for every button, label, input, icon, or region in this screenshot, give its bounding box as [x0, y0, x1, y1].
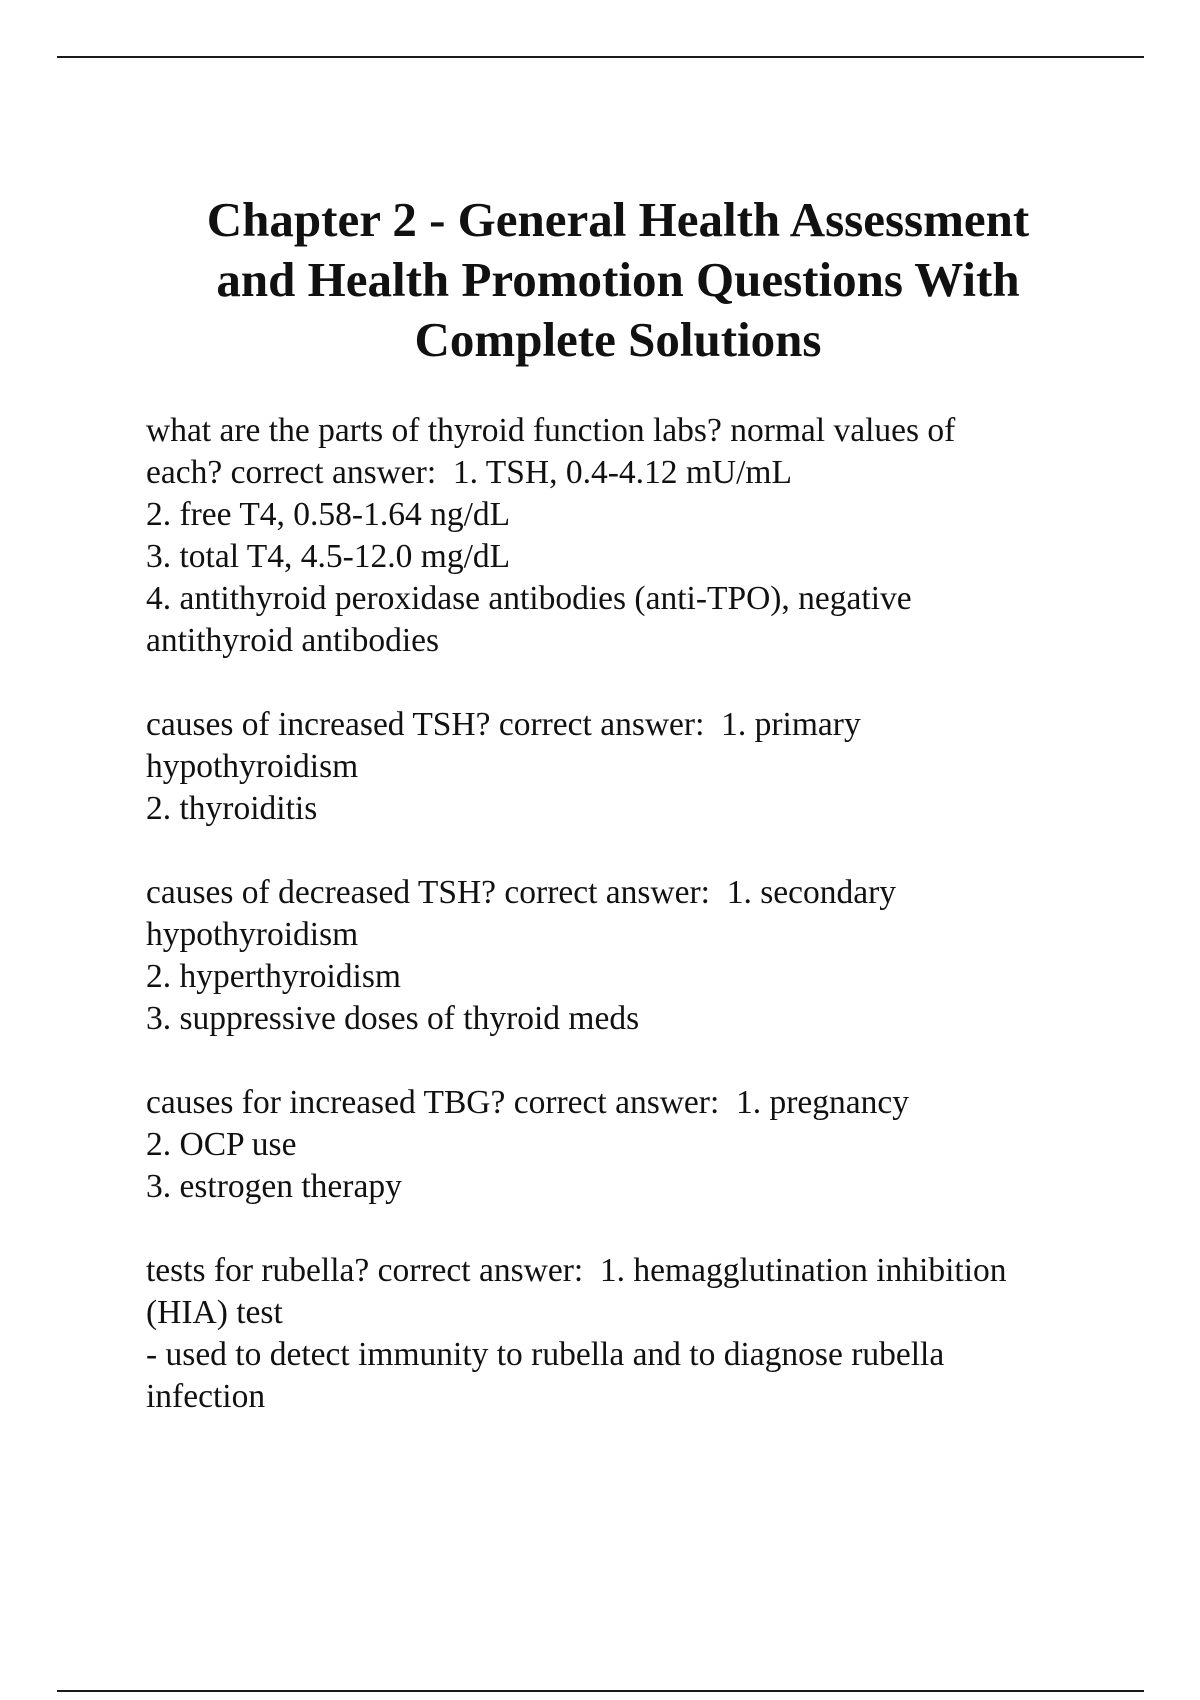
qa-line: what are the parts of thyroid function labs? normal values of [146, 412, 956, 449]
document-title [100, 190, 1136, 370]
qa-line: antithyroid antibodies [146, 622, 440, 659]
qa-rubella-tests [146, 1250, 1106, 1418]
title-line: and Health Promotion Questions With [216, 252, 1020, 307]
qa-line: 2. hyperthyroidism [146, 958, 401, 995]
qa-increased-tbg [146, 1082, 1106, 1208]
qa-line: causes of decreased TSH? correct answer: 1. secondary [146, 874, 897, 911]
qa-thyroid-function-labs [146, 410, 1106, 662]
qa-line: 3. total T4, 4.5-12.0 mg/dL [146, 538, 511, 575]
top-divider [57, 56, 1144, 58]
qa-line: 2. thyroiditis [146, 790, 318, 827]
qa-line: (HIA) test [146, 1294, 283, 1331]
qa-line: infection [146, 1378, 266, 1415]
bottom-divider [57, 1690, 1144, 1692]
qa-decreased-tsh [146, 872, 1106, 1040]
qa-line: 2. OCP use [146, 1126, 297, 1163]
qa-line: - used to detect immunity to rubella and to diagnose rubella [146, 1336, 945, 1373]
qa-line: causes of increased TSH? correct answer: 1. primary [146, 706, 861, 743]
qa-line: 2. free T4, 0.58-1.64 ng/dL [146, 496, 511, 533]
document-body [146, 410, 1106, 1460]
qa-line: hypothyroidism [146, 748, 359, 785]
qa-line: 3. estrogen therapy [146, 1168, 402, 1205]
qa-line: tests for rubella? correct answer: 1. hemagglutination inhibition [146, 1252, 1007, 1289]
qa-increased-tsh [146, 704, 1106, 830]
qa-line: causes for increased TBG? correct answer: 1. pregnancy [146, 1084, 910, 1121]
title-line: Chapter 2 - General Health Assessment [206, 192, 1030, 247]
qa-line: 3. suppressive doses of thyroid meds [146, 1000, 640, 1037]
qa-line: hypothyroidism [146, 916, 359, 953]
qa-line: each? correct answer: 1. TSH, 0.4-4.12 mU/mL [146, 454, 792, 491]
title-line: Complete Solutions [414, 312, 822, 367]
qa-line: 4. antithyroid peroxidase antibodies (anti-TPO), negative [146, 580, 912, 617]
